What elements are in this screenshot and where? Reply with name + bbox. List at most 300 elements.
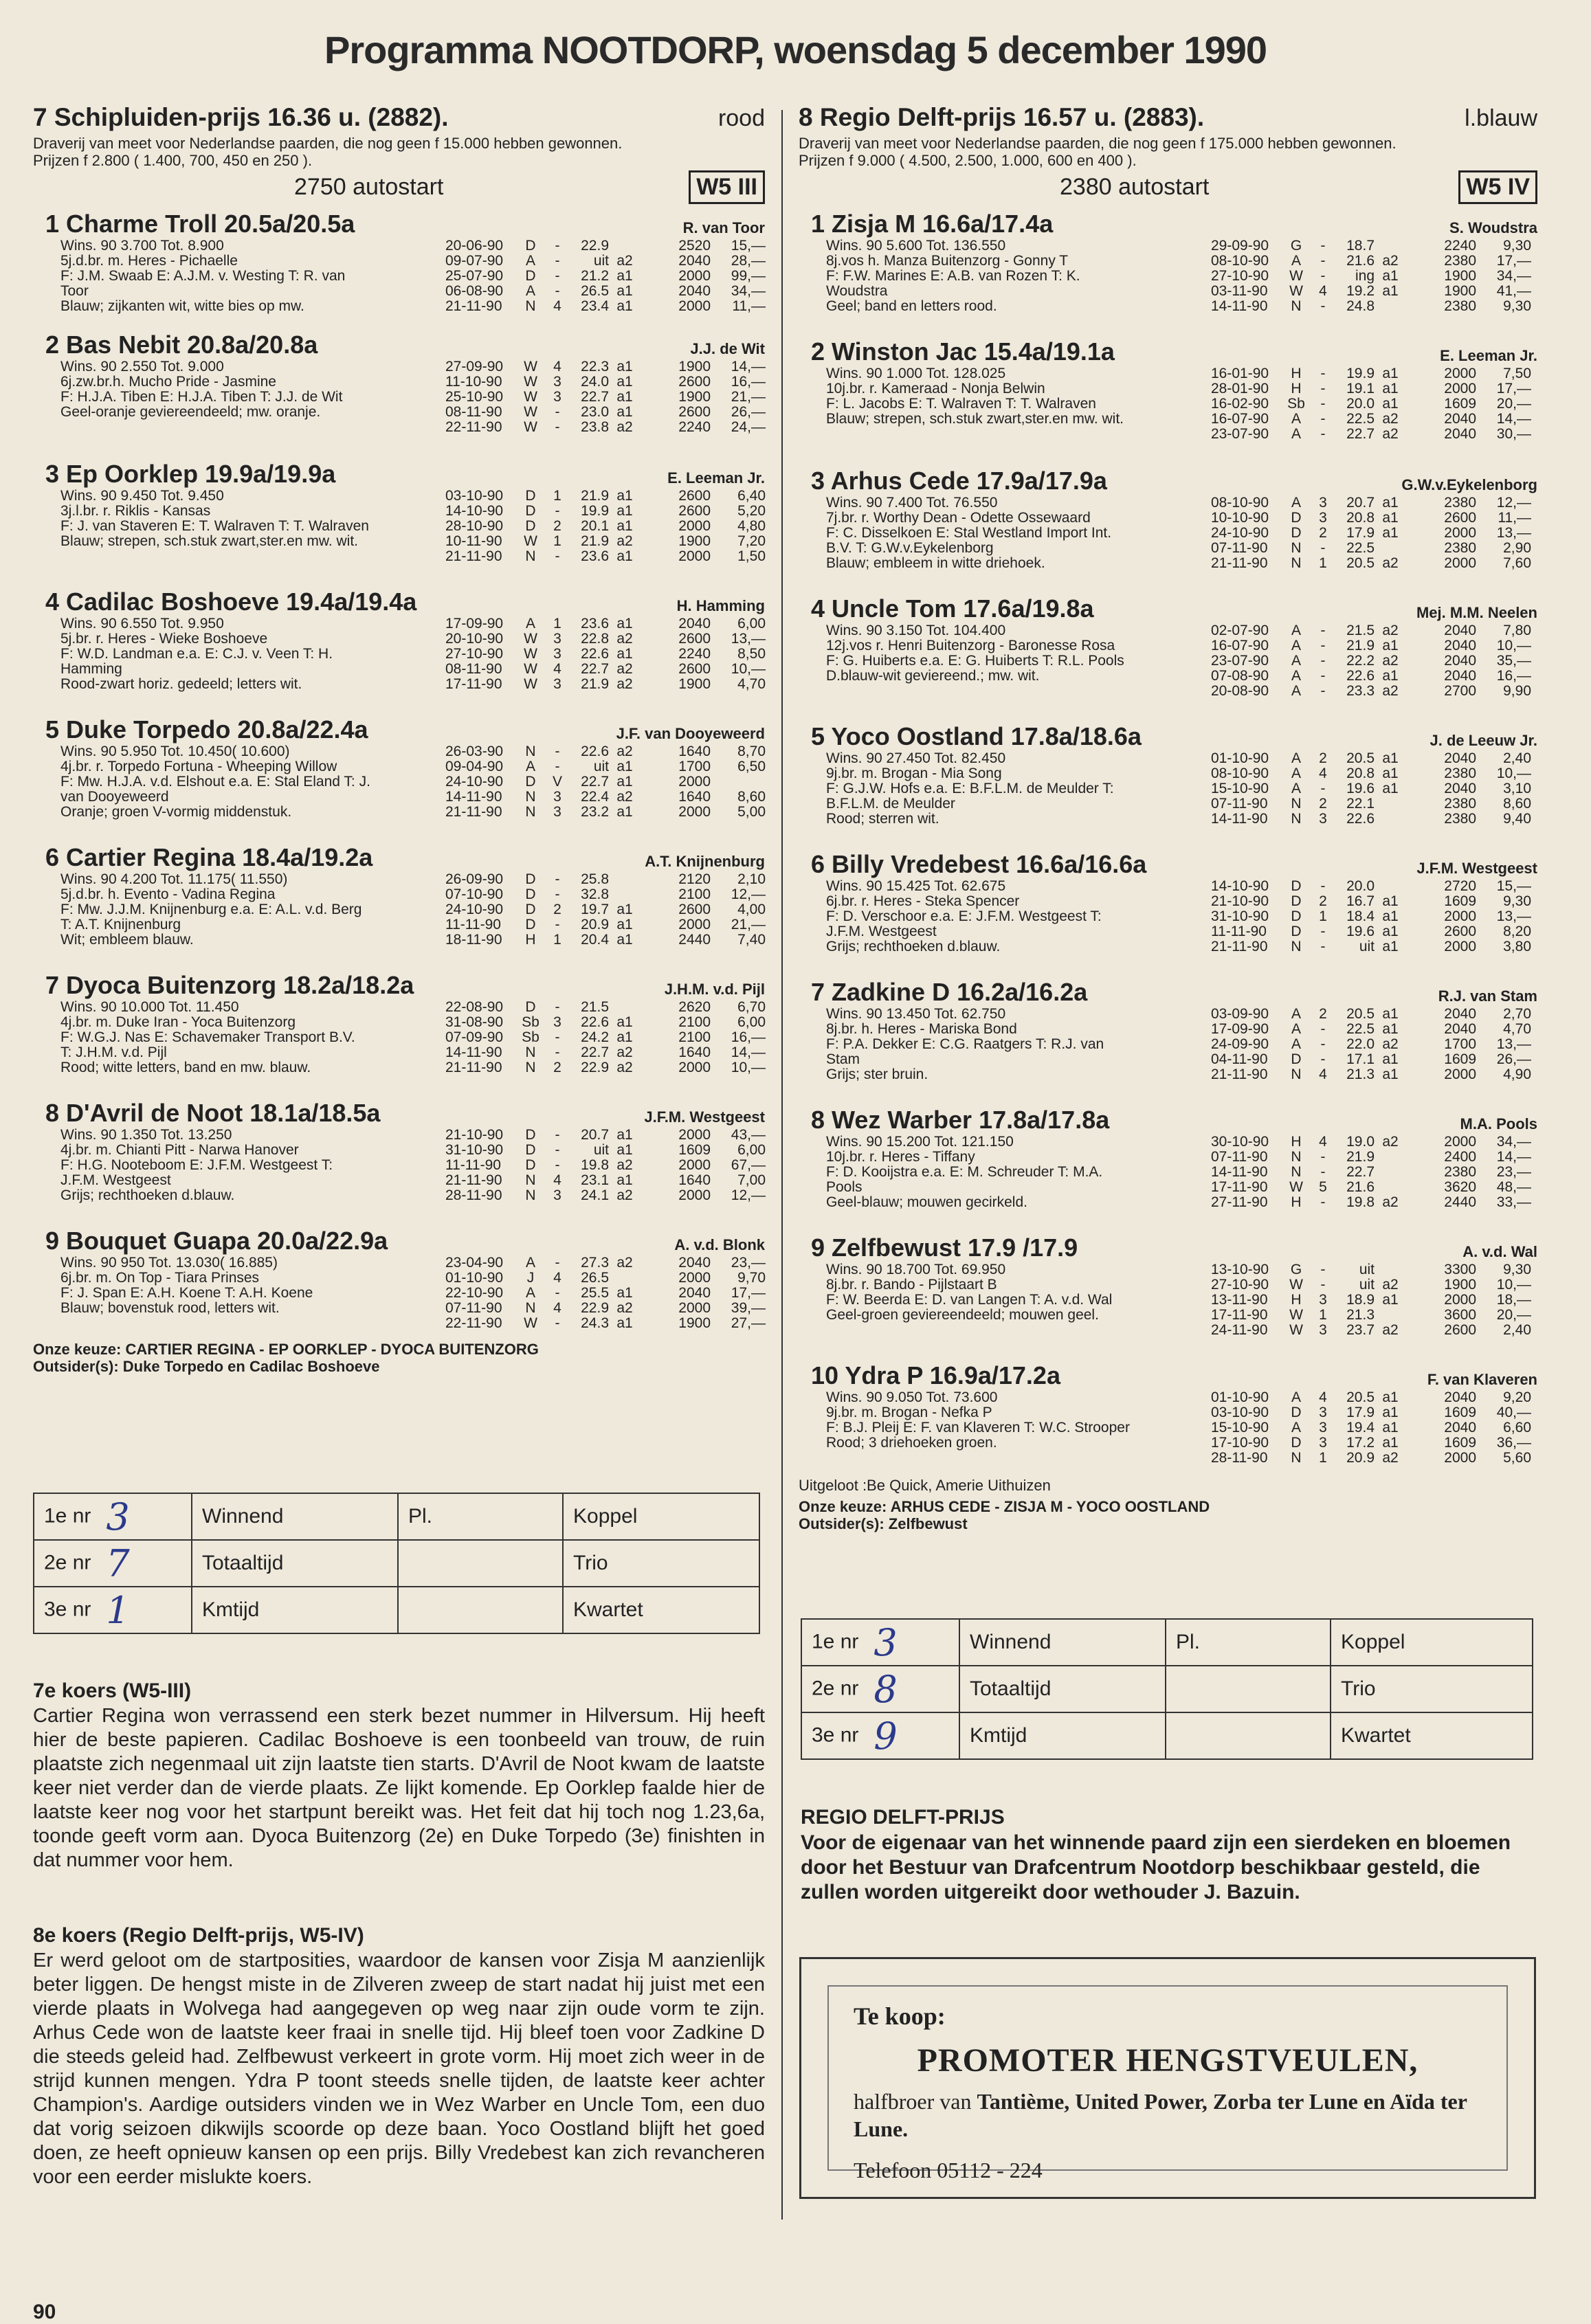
horse-info-line: Wins. 90 6.550 Tot. 9.950	[60, 616, 224, 632]
result-cell: 20.8	[1346, 766, 1375, 781]
result-row	[445, 647, 766, 662]
result-cell: 17,—	[731, 1285, 766, 1301]
horse-entry	[799, 850, 1537, 972]
bet-combo-cell: Koppel	[563, 1493, 759, 1540]
horse-info-line: F: W. Beerda E: D. van Langen T: A. v.d. Wal	[826, 1293, 1113, 1308]
result-cell: -	[1320, 1164, 1326, 1180]
result-row	[1211, 1052, 1531, 1067]
result-cell	[1406, 924, 1438, 939]
comment-race-8	[33, 1924, 765, 2189]
result-cell	[641, 1060, 672, 1075]
horse-info	[826, 1135, 1238, 1210]
result-row	[445, 662, 766, 677]
result-row	[445, 1060, 766, 1075]
result-cell: 9,30	[1503, 893, 1531, 909]
horse-entry	[799, 1106, 1537, 1228]
result-cell: 26.5	[581, 1270, 609, 1286]
result-cell: 11-11-90	[445, 917, 501, 932]
result-cell: 22.6	[1346, 811, 1375, 827]
handwritten-number[interactable]: 9	[874, 1714, 898, 1758]
result-cell: 17.2	[1346, 1435, 1375, 1451]
result-cell: 10-11-90	[445, 533, 502, 549]
handwritten-number[interactable]: 8	[874, 1667, 898, 1711]
horse-info-line: 12j.vos r. Henri Buitenzorg - Baronesse Rosa	[826, 638, 1115, 653]
result-cell: a1	[616, 389, 633, 405]
horse-info-line: Wins. 90 2.550 Tot. 9.000	[60, 359, 224, 375]
result-cell: 25.8	[581, 871, 609, 887]
horse-info-line: Grijs; rechthoeken d.blauw.	[60, 1188, 235, 1203]
result-cell: 4,80	[737, 518, 766, 534]
result-row	[1211, 1150, 1531, 1165]
result-cell: 3	[553, 1187, 561, 1203]
result-cell: a1	[1382, 939, 1399, 954]
horse-info-line: F: L. Jacobs E: T. Walraven T: T. Walraven	[826, 396, 1096, 412]
horse-info-line: Wins. 90 27.450 Tot. 82.450	[826, 751, 1006, 766]
result-cell: 27-10-90	[445, 646, 504, 662]
horse-info-line: Wins. 90 10.000 Tot. 11.450	[60, 1000, 239, 1015]
result-cell: a2	[1382, 426, 1399, 442]
result-cell: 19.4	[1346, 1420, 1375, 1435]
result-cell: a1	[616, 548, 633, 564]
result-cell: a2	[616, 1060, 633, 1075]
result-cell: 2040	[1444, 638, 1476, 653]
result-cell	[641, 774, 672, 790]
horse-entry	[799, 1233, 1537, 1356]
horse-info-line: 5j.d.br. m. Heres - Pichaelle	[60, 254, 238, 269]
result-cell: a2	[1382, 1134, 1399, 1150]
result-cell: -	[555, 253, 560, 269]
comment-race-7	[33, 1679, 765, 1873]
result-cell: 14-11-90	[1211, 811, 1268, 827]
horse-info-line: F: H.G. Nooteboom E: J.F.M. Westgeest T:	[60, 1158, 333, 1173]
horse-results	[1211, 1135, 1531, 1210]
result-cell	[1406, 526, 1438, 541]
horse-results	[1211, 1390, 1531, 1466]
horse-name: 5 Duke Torpedo 20.8a/22.4a	[45, 715, 368, 744]
horse-info-line: Wins. 90 15.200 Tot. 121.150	[826, 1135, 1014, 1150]
result-cell: 18.7	[1346, 238, 1375, 254]
result-cell: 2040	[678, 283, 711, 299]
result-cell: a2	[616, 744, 633, 759]
result-cell: 10,—	[731, 1060, 766, 1075]
handwritten-number[interactable]: 1	[106, 1588, 130, 1632]
result-cell: -	[555, 1127, 560, 1143]
result-cell: 40,—	[1496, 1405, 1531, 1420]
result-cell	[1406, 412, 1438, 427]
horse-name: 8 Wez Warber 17.8a/17.8a	[811, 1106, 1110, 1134]
horse-trainer: M.A. Pools	[1460, 1115, 1537, 1132]
regio-delft-note	[801, 1806, 1536, 1905]
result-cell: 4,70	[737, 676, 766, 692]
result-cell: a2	[1382, 1277, 1399, 1293]
result-cell: 03-10-90	[445, 488, 504, 504]
result-row	[445, 405, 766, 420]
result-cell: 41,—	[1496, 283, 1531, 299]
result-cell	[641, 269, 672, 284]
horse-info-line: Rood; witte letters, band en mw. blauw.	[60, 1060, 311, 1075]
result-cell: 20.7	[581, 1127, 609, 1143]
bet-position-cell	[34, 1540, 192, 1587]
result-cell	[641, 405, 672, 420]
result-cell: 22.2	[1346, 653, 1375, 669]
result-cell: 12,—	[1496, 495, 1531, 511]
handwritten-number[interactable]: 3	[106, 1495, 130, 1539]
result-cell: D	[525, 518, 536, 534]
result-cell	[1406, 1308, 1438, 1323]
result-cell: uit	[1359, 939, 1375, 954]
handwritten-number[interactable]: 3	[874, 1620, 898, 1664]
result-cell: 3	[1319, 1435, 1327, 1451]
result-cell: 16.7	[1346, 893, 1375, 909]
result-cell: 28,—	[731, 253, 766, 269]
our-choice: Onze keuze: ARHUS CEDE - ZISJA M - YOCO OOSTLAND	[799, 1498, 1210, 1515]
result-cell	[1406, 541, 1438, 556]
result-cell: 21-11-90	[445, 1172, 502, 1188]
horse-info-line: 6j.zw.br.h. Mucho Pride - Jasmine	[60, 375, 276, 390]
bet-place-cell	[398, 1540, 563, 1587]
horse-entry	[799, 210, 1537, 332]
result-row	[445, 774, 766, 790]
horse-info-line: 9j.br. m. Brogan - Nefka P	[826, 1405, 992, 1420]
result-cell: H	[1291, 1134, 1302, 1150]
result-cell: 20,—	[1496, 1307, 1531, 1323]
result-cell: a1	[1382, 924, 1399, 939]
result-cell	[641, 647, 672, 662]
result-cell: 11,—	[1498, 510, 1531, 526]
result-cell: 2000	[678, 1270, 711, 1286]
result-cell: a1	[616, 917, 633, 932]
horse-trainer: H. Hamming	[676, 597, 765, 614]
result-cell: A	[525, 253, 535, 269]
horse-name: 4 Cadilac Boshoeve 19.4a/19.4a	[45, 588, 417, 616]
result-cell	[641, 1173, 672, 1188]
result-cell: 2000	[678, 1187, 711, 1203]
horse-entry	[799, 467, 1537, 589]
result-cell: 07-08-90	[1211, 668, 1269, 684]
result-cell: 2380	[1444, 1164, 1476, 1180]
result-cell: 3	[553, 676, 561, 692]
result-cell: a1	[1382, 1051, 1399, 1067]
result-cell: 17.1	[1346, 1051, 1375, 1067]
bet-place-cell	[1166, 1712, 1331, 1759]
result-cell: 21-11-90	[445, 1060, 502, 1075]
race-description: Draverij van meet voor Nederlandse paarden, die nog geen f 175.000 hebben gewonnen. Prijzen f 9.000 ( 4.500, 2.500, 1.000, 600 en 400 ).	[799, 135, 1397, 169]
comment-text: Cartier Regina won verrassend een sterk bezet nummer in Hilversum. Hij heeft hier de beste papieren. Cadilac Boshoeve is een toonbeeld van trouw, de ruin plaatste zich negenmaal uit zijn laatste tien starts. D'Avril de Noot kwam de laatste keer niet verder dan de vierde plaats. Ze lijkt komende. Ep Oorklep faalde hier de laatste keer nog voor het startpunt bereikt was. Het feit dat hij toch nog 1.23,6a, toonde geeft vorm aan. Dyoca Buitenzorg (2e) en Duke Torpedo (3e) finishten in dat nummer voor hem.	[33, 1705, 765, 1871]
result-cell	[641, 504, 672, 519]
result-cell: 09-07-90	[445, 253, 504, 269]
result-cell: 4	[553, 1172, 561, 1188]
horse-trainer: A. v.d. Wal	[1462, 1243, 1537, 1260]
result-cell: a1	[616, 268, 633, 284]
result-cell: a1	[616, 1172, 633, 1188]
result-cell: 31-10-90	[1211, 908, 1269, 924]
result-row	[445, 1128, 766, 1143]
horse-name: 10 Ydra P 16.9a/17.2a	[811, 1361, 1060, 1389]
horse-results	[1211, 751, 1531, 827]
horse-trainer: G.W.v.Eykelenborg	[1401, 476, 1537, 493]
result-cell: 2	[1319, 525, 1327, 541]
result-cell: -	[1320, 1194, 1326, 1210]
result-cell: 16-01-90	[1211, 366, 1269, 381]
result-row	[1211, 1135, 1531, 1150]
result-cell	[641, 887, 672, 902]
result-cell: -	[555, 1255, 560, 1271]
result-cell: 14-11-90	[1211, 1164, 1268, 1180]
result-row	[1211, 879, 1531, 894]
result-row	[1211, 909, 1531, 924]
result-cell: 2600	[1444, 1322, 1476, 1338]
result-cell: 2100	[678, 1029, 711, 1045]
result-cell	[641, 1271, 672, 1286]
result-cell: 26,—	[1496, 1051, 1531, 1067]
result-cell: 22.1	[1346, 796, 1375, 812]
result-cell: 18-11-90	[445, 932, 502, 948]
result-cell: A	[525, 1285, 535, 1301]
result-cell: A	[525, 759, 535, 774]
result-cell: 2380	[1444, 540, 1476, 556]
result-cell: 10,—	[1496, 766, 1531, 781]
result-cell: -	[1320, 426, 1326, 442]
result-cell	[641, 632, 672, 647]
handwritten-number[interactable]: 7	[106, 1541, 130, 1585]
result-cell: N	[525, 1187, 536, 1203]
result-cell: a1	[1382, 893, 1399, 909]
result-cell: 10,—	[731, 661, 766, 677]
result-cell: 16-02-90	[1211, 396, 1269, 412]
horse-trainer: J.F. van Dooyeweerd	[616, 725, 765, 742]
result-row	[1211, 1308, 1531, 1323]
result-cell: a1	[1382, 1006, 1399, 1022]
comment-text: Er werd geloot om de startposities, waardoor de kansen voor Zisja M aanzienlijk beter liggen. De hengst miste in de Zilveren zweep de start nadat hij juist met een vierde plaats in Wolvega had aangegeven op weg naar zijn oude vorm te zijn. Arhus Cede won de laatste keer fraai in snelle tijd. Hij bleef toen voor Zadkine D die steeds geleid had. Zelfbewust verkeert in grote vorm. Hij moet zich weer in de strijd kunnen mengen. Ydra P toont steeds snelle tijden, de laatste keer achter Champion's. Aardige outsiders vinden we in Wez Warber en Uncle Tom, een duo dat vorig seizoen dikwijls scoorde op deze baan. Yoco Oostland blijft het goed doen, ze heeft opnieuw kansen op een prijs. Billy Vredebest kan zich revancheren voor een eerder mislukte koers.	[33, 1949, 765, 2188]
result-cell: 2600	[678, 631, 711, 647]
result-cell: a2	[1382, 411, 1399, 427]
result-cell: a1	[616, 1029, 633, 1045]
horse-entry	[33, 1227, 765, 1337]
horse-info	[826, 751, 1238, 827]
result-cell: 17-11-90	[1211, 1307, 1268, 1323]
result-cell	[1406, 1180, 1438, 1195]
horse-entry	[799, 978, 1537, 1100]
result-cell: W	[1289, 1307, 1303, 1323]
result-cell: a1	[616, 518, 633, 534]
result-row	[445, 616, 766, 632]
result-cell: 3	[553, 389, 561, 405]
result-cell: A	[1291, 781, 1301, 796]
result-cell	[1406, 254, 1438, 269]
race-7-column	[33, 103, 765, 1375]
result-cell: -	[555, 886, 560, 902]
race-class-box: W5 IV	[1458, 170, 1537, 204]
result-cell: 39,—	[731, 1300, 766, 1316]
result-cell: 08-11-90	[445, 404, 502, 420]
horse-info-line: Rood; sterren wit.	[826, 812, 939, 827]
result-cell	[641, 519, 672, 534]
comment-title: 8e koers (Regio Delft-prijs, W5-IV)	[33, 1924, 364, 1947]
result-row	[445, 254, 766, 269]
result-cell: 16,—	[731, 1029, 766, 1045]
result-cell: -	[1320, 1262, 1326, 1277]
result-cell: 25-07-90	[445, 268, 504, 284]
result-cell: a1	[1382, 1420, 1399, 1435]
result-cell: 2040	[678, 616, 711, 632]
result-cell: 3	[553, 1014, 561, 1030]
horse-info-line: Pools	[826, 1180, 863, 1195]
horse-entry	[33, 331, 765, 454]
result-cell	[1375, 1150, 1406, 1165]
result-cell	[1406, 766, 1438, 781]
result-cell: a2	[616, 631, 633, 647]
ad-frame	[827, 1985, 1508, 2182]
result-cell: -	[1320, 253, 1326, 269]
result-cell: 2600	[678, 374, 711, 390]
result-cell: 1609	[1444, 1051, 1476, 1067]
result-cell: -	[555, 917, 560, 932]
horse-info-line: Stam	[826, 1052, 860, 1067]
result-cell: D	[525, 886, 536, 902]
page-number: 90	[33, 2301, 56, 2323]
result-cell: 35,—	[1496, 653, 1531, 669]
result-cell: 34,—	[731, 283, 766, 299]
result-cell: 15,—	[1496, 878, 1531, 894]
result-cell	[1406, 1293, 1438, 1308]
result-cell: 27-10-90	[1211, 268, 1269, 284]
result-cell: 2520	[678, 238, 711, 254]
result-cell: 9,30	[1503, 238, 1531, 254]
result-cell: 21-11-90	[445, 548, 502, 564]
result-cell: 2700	[1444, 683, 1476, 699]
result-cell: 3	[1319, 811, 1327, 827]
outsiders: Outsider(s): Duke Torpedo en Cadilac Boshoeve	[33, 1358, 380, 1375]
result-cell: 22.9	[581, 1300, 609, 1316]
result-cell	[1406, 638, 1438, 653]
horse-info-line: Wins. 90 9.450 Tot. 9.450	[60, 489, 224, 504]
result-cell: N	[525, 744, 536, 759]
result-cell: 21,—	[731, 389, 766, 405]
result-cell: 2620	[678, 999, 711, 1015]
bet-row	[34, 1587, 759, 1633]
result-cell: 4,00	[737, 902, 766, 917]
result-cell: 24,—	[731, 419, 766, 435]
horse-info-line: Blauw; bovenstuk rood, letters wit.	[60, 1301, 280, 1316]
result-row	[445, 1301, 766, 1316]
result-cell: A	[1291, 668, 1301, 684]
result-cell: 21-10-90	[445, 1127, 504, 1143]
result-cell: 1900	[678, 389, 711, 405]
result-cell: 08-10-90	[1211, 495, 1269, 511]
result-cell	[1406, 1451, 1438, 1466]
horse-info-line: F: J.M. Swaab E: A.J.M. v. Westing T: R. van	[60, 269, 346, 284]
result-cell: D	[1291, 924, 1302, 939]
bet-combo-cell: Trio	[1331, 1666, 1533, 1712]
result-cell: 3	[1319, 1292, 1327, 1308]
result-cell: -	[1320, 540, 1326, 556]
horse-trainer: J.H.M. v.d. Pijl	[664, 981, 765, 998]
result-row	[1211, 396, 1531, 412]
result-cell: 2000	[1444, 939, 1476, 954]
result-cell: 20.5	[1346, 1389, 1375, 1405]
result-cell: 2600	[678, 404, 711, 420]
horse-info-line: B.F.L.M. de Meulder	[826, 796, 955, 812]
result-row	[445, 1030, 766, 1045]
result-cell: 2040	[678, 1255, 711, 1271]
result-cell: 2040	[1444, 1420, 1476, 1435]
result-cell	[1406, 238, 1438, 254]
result-cell: A	[1291, 1021, 1301, 1037]
result-cell: 2720	[1444, 878, 1476, 894]
result-row	[445, 744, 766, 759]
result-cell: 3	[553, 646, 561, 662]
result-cell: 2,40	[1503, 750, 1531, 766]
result-cell: 2040	[678, 1285, 711, 1301]
result-cell: 17-09-90	[1211, 1021, 1269, 1037]
horse-trainer: J. de Leeuw Jr.	[1429, 732, 1537, 749]
result-cell	[641, 489, 672, 504]
result-cell: 22.8	[581, 631, 609, 647]
result-cell: 1609	[1444, 1405, 1476, 1420]
result-cell	[641, 872, 672, 887]
horse-info	[826, 366, 1238, 427]
result-cell: 22.7	[581, 661, 609, 677]
result-row	[1211, 1180, 1531, 1195]
result-cell	[641, 1143, 672, 1158]
horse-info-line: F: G.J.W. Hofs e.a. E: B.F.L.M. de Meulder T:	[826, 781, 1114, 796]
advertisement	[799, 1957, 1536, 2199]
result-cell: 36,—	[1496, 1435, 1531, 1451]
result-cell: 6,00	[737, 1142, 766, 1158]
result-cell: 2000	[1444, 1134, 1476, 1150]
result-cell: -	[555, 1285, 560, 1301]
horse-info-line: 5j.br. r. Heres - Wieke Boshoeve	[60, 632, 268, 647]
result-cell: uit	[593, 253, 609, 269]
result-cell	[1375, 1180, 1406, 1195]
result-cell: a2	[1382, 683, 1399, 699]
result-row	[445, 390, 766, 405]
horse-entry	[33, 1099, 765, 1221]
result-cell: 21.3	[1346, 1066, 1375, 1082]
result-cell	[1406, 495, 1438, 511]
result-cell: 14,—	[731, 359, 766, 375]
result-cell: 11-11-90	[445, 1157, 501, 1173]
result-cell: A	[1291, 638, 1301, 653]
result-cell: a2	[616, 419, 633, 435]
result-cell: G	[1290, 1262, 1302, 1277]
result-cell: a1	[616, 1127, 633, 1143]
result-cell: 23.4	[581, 298, 609, 314]
result-cell: 23.2	[581, 804, 609, 820]
result-cell: 2040	[1444, 1006, 1476, 1022]
result-row	[1211, 254, 1531, 269]
horse-results	[445, 489, 766, 564]
result-cell: 2000	[1444, 1066, 1476, 1082]
result-cell: 1900	[678, 533, 711, 549]
result-cell: A	[1291, 411, 1301, 427]
result-cell: 17-11-90	[1211, 1179, 1268, 1195]
result-cell: 24-10-90	[445, 902, 504, 917]
result-cell: uit	[593, 759, 609, 774]
result-cell: 5,60	[1503, 1450, 1531, 1466]
result-cell: 9,20	[1503, 1389, 1531, 1405]
result-cell	[641, 1316, 672, 1331]
result-cell: A	[1291, 750, 1301, 766]
result-cell: 29-09-90	[1211, 238, 1269, 254]
result-cell: 4	[553, 298, 561, 314]
result-cell: 2040	[1444, 750, 1476, 766]
result-cell: 2380	[1444, 811, 1476, 827]
result-cell: N	[1291, 298, 1302, 314]
result-row	[445, 1271, 766, 1286]
result-cell: 04-11-90	[1211, 1051, 1268, 1067]
result-cell: 19.8	[581, 1157, 609, 1173]
